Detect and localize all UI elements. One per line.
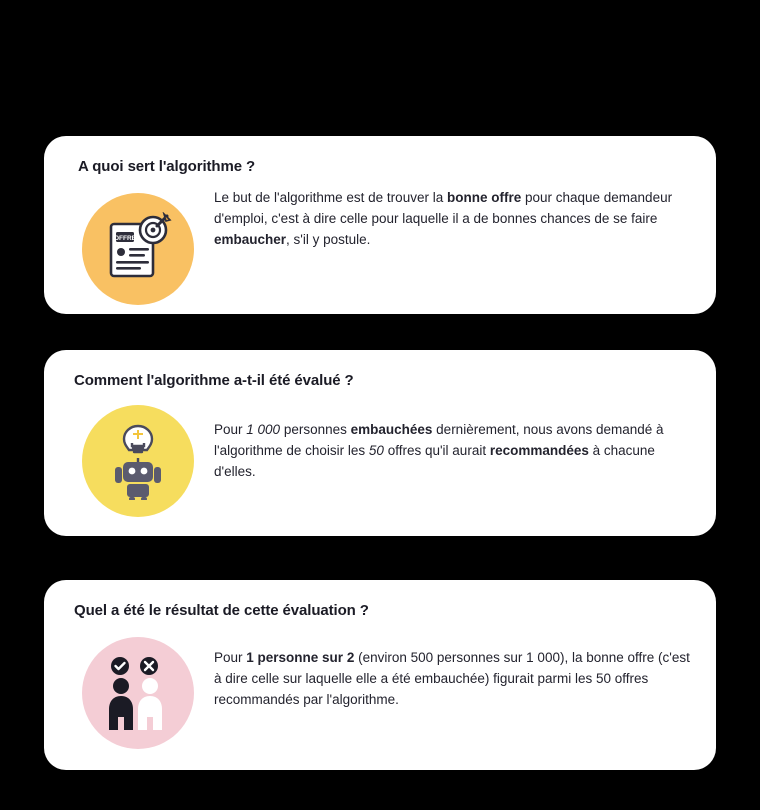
- card-purpose: [44, 136, 716, 314]
- text-part: Pour: [214, 422, 247, 437]
- card-paragraph: [214, 419, 692, 482]
- text-column: [214, 185, 692, 250]
- two-persons-check-cross-icon: [82, 637, 194, 749]
- text-part-bold: bonne offre: [446, 190, 522, 205]
- card-body: [68, 185, 692, 305]
- text-part: pour chaque demandeur d'emploi, c'est à dire celle pour laquelle il a de bonnes chances de se faire: [214, 190, 673, 227]
- text-part-bold: embauchées: [350, 422, 433, 437]
- text-column: [214, 629, 692, 710]
- robot-idea-icon: [82, 405, 194, 517]
- text-part: personnes: [280, 422, 351, 437]
- card-evaluation-result: [44, 580, 716, 770]
- text-part-bold: recommandées: [489, 443, 589, 459]
- text-part: dernièrement, nous avons demandé à l'algorithme de choisir les: [214, 422, 664, 459]
- card-evaluation-method: [44, 350, 716, 536]
- text-part-bold: embaucher: [214, 232, 287, 248]
- text-part-italic: 50: [368, 443, 384, 459]
- card-body: [68, 399, 692, 517]
- text-part: Le but de l'algorithme est de trouver la: [214, 190, 447, 205]
- text-part: (environ 500 personnes sur 1 000), la bonne offre (c'est à dire celle sur laquelle elle a été embauchée) figurait parmi les 50 offres recommandés par l'algorithme.: [214, 650, 690, 708]
- card-paragraph: [214, 187, 692, 250]
- svg-text:OFFRE: OFFRE: [113, 235, 137, 242]
- text-column: [214, 399, 692, 482]
- text-part: offres qu'il aurait: [383, 443, 490, 459]
- job-offer-target-icon: [82, 193, 194, 305]
- text-part: à chacune d'elles.: [214, 443, 655, 480]
- card-title: Quel a été le résultat de cette évaluation ?: [74, 602, 369, 619]
- text-part-italic: 1 000: [246, 422, 281, 437]
- card-paragraph: [214, 647, 692, 710]
- text-part: Pour: [214, 650, 247, 665]
- card-title: Comment l'algorithme a-t-il été évalué ?: [74, 372, 354, 389]
- text-part-bold: 1 personne sur 2: [246, 650, 355, 665]
- card-title: A quoi sert l'algorithme ?: [78, 158, 256, 175]
- card-body: [68, 629, 692, 749]
- text-part: , s'il y postule.: [286, 232, 371, 248]
